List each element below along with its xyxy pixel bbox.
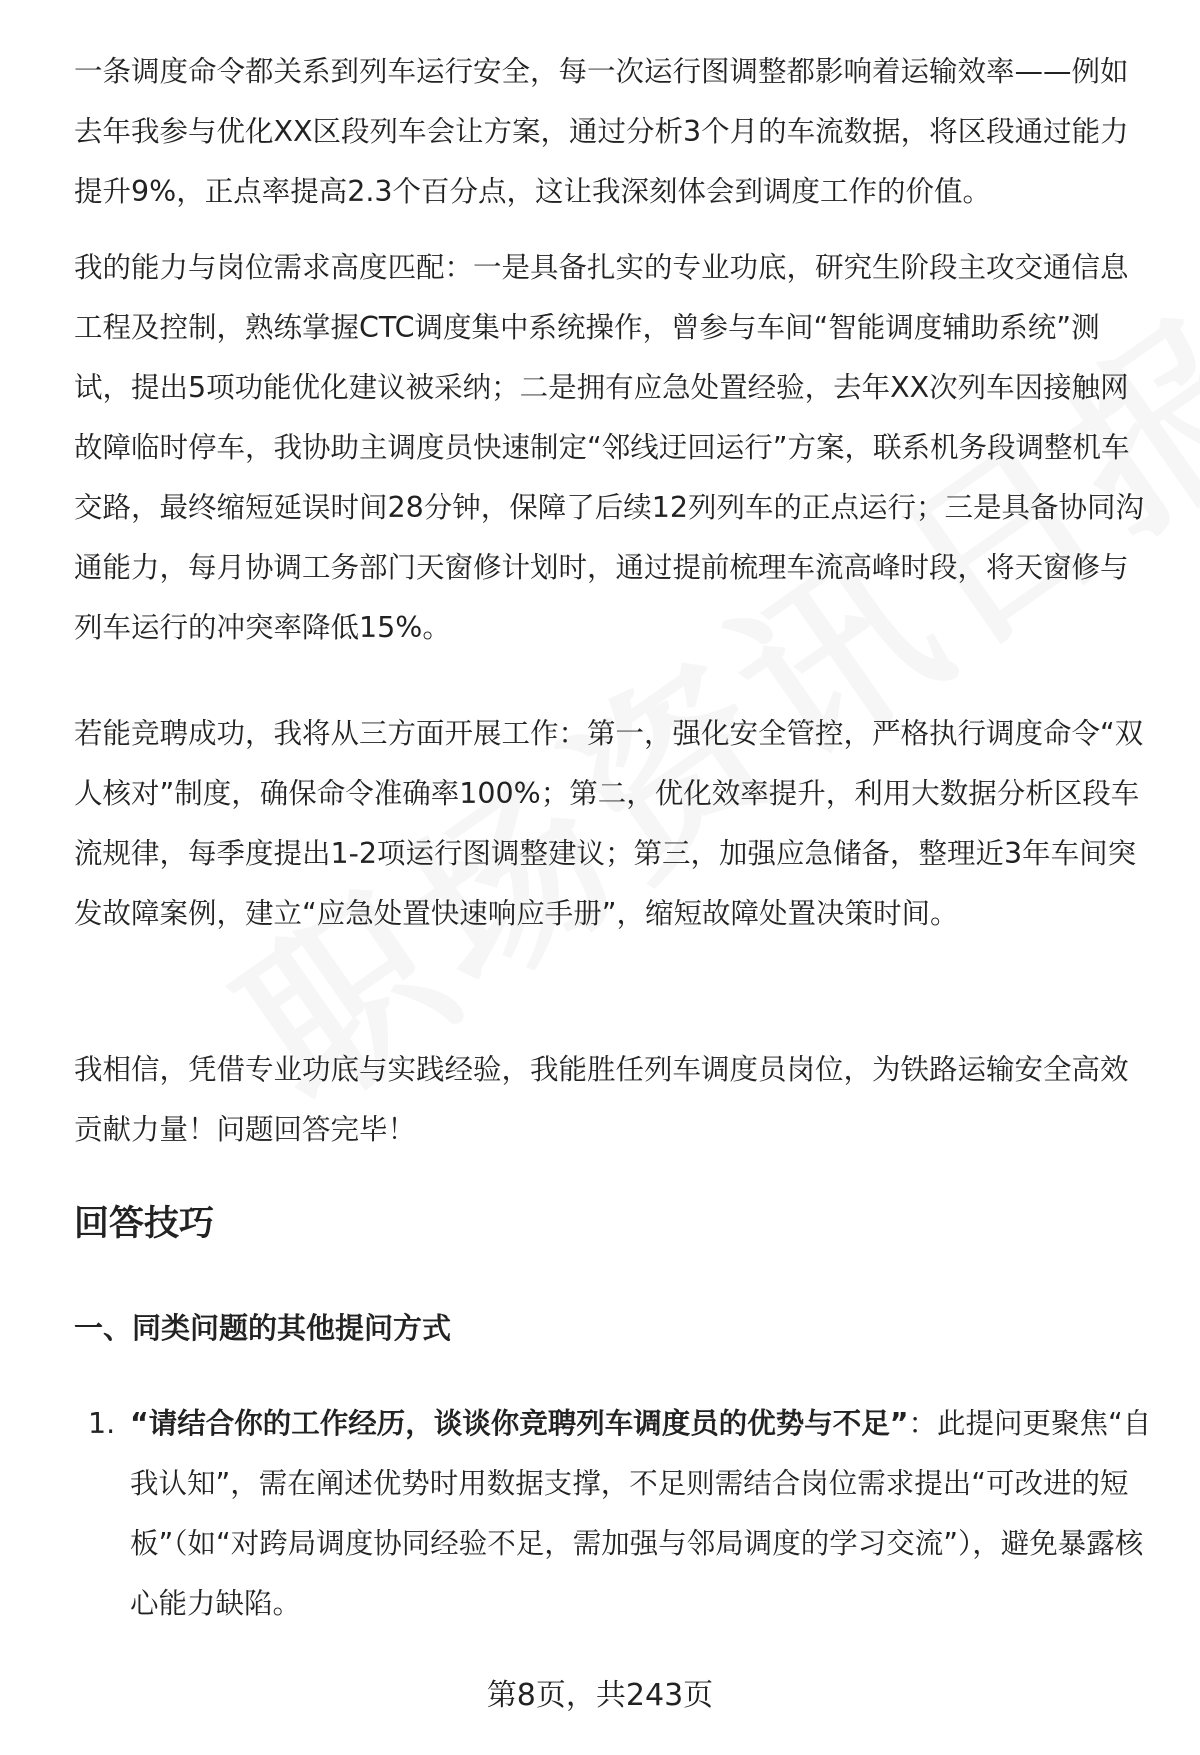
paragraph-4: 我相信，凭借专业功底与实践经验，我能胜任列车调度员岗位，为铁路运输安全高效贡献力量！问题回答完毕！ bbox=[74, 1053, 1129, 1146]
subsection-title: 一、同类问题的其他提问方式 bbox=[74, 1311, 452, 1345]
paragraph-3: 若能竞聘成功，我将从三方面开展工作：第一，强化安全管控，严格执行调度命令“双人核对”制度，确保命令准确率100%；第二，优化效率提升，利用大数据分析区段车流规律，每季度提出1-2项运行图调整建议；第三，加强应急储备，整理近3年车间突发故障案例，建立“应急处置快速响应手册”，缩短故障处置决策时间。 bbox=[74, 717, 1144, 930]
page-number: 第8页，共243页 bbox=[486, 1678, 714, 1713]
list-item-explanation: ：此提问更聚焦“自我认知”，需在阐述优势时用数据支撑，不足则需结合岗位需求提出“可改进的短板”（如“对跨局调度协同经验不足，需加强与邻局调度的学习交流”），避免暴露核心能力缺陷。 bbox=[130, 1407, 1152, 1620]
paragraph-1: 一条调度命令都关系到列车运行安全，每一次运行图调整都影响着运输效率——例如去年我参与优化XX区段列车会让方案，通过分析3个月的车流数据，将区段通过能力提升9%，正点率提高2.3个百分点，这让我深刻体会到调度工作的价值。 bbox=[74, 55, 1129, 208]
list-item-number: 1. bbox=[88, 1407, 116, 1440]
list-item-question: “请结合你的工作经历，谈谈你竞聘列车调度员的优势与不足” bbox=[130, 1407, 909, 1440]
paragraph-2: 我的能力与岗位需求高度匹配：一是具备扎实的专业功底，研究生阶段主攻交通信息工程及控制，熟练掌握CTC调度集中系统操作，曾参与车间“智能调度辅助系统”测试，提出5项功能优化建议被采纳；二是拥有应急处置经验，去年XX次列车因接触网故障临时停车，我协助主调度员快速制定“邻线迂回运行”方案，联系机务段调整机车交路，最终缩短延误时间28分钟，保障了后续12列列车的正点运行；三是具备协同沟通能力，每月协调工务部门天窗修计划时，通过提前梳理车流高峰时段，将天窗修与列车运行的冲突率降低15%。 bbox=[74, 251, 1145, 644]
list-item bbox=[130, 1394, 1158, 1634]
section-title: 回答技巧 bbox=[74, 1204, 215, 1244]
